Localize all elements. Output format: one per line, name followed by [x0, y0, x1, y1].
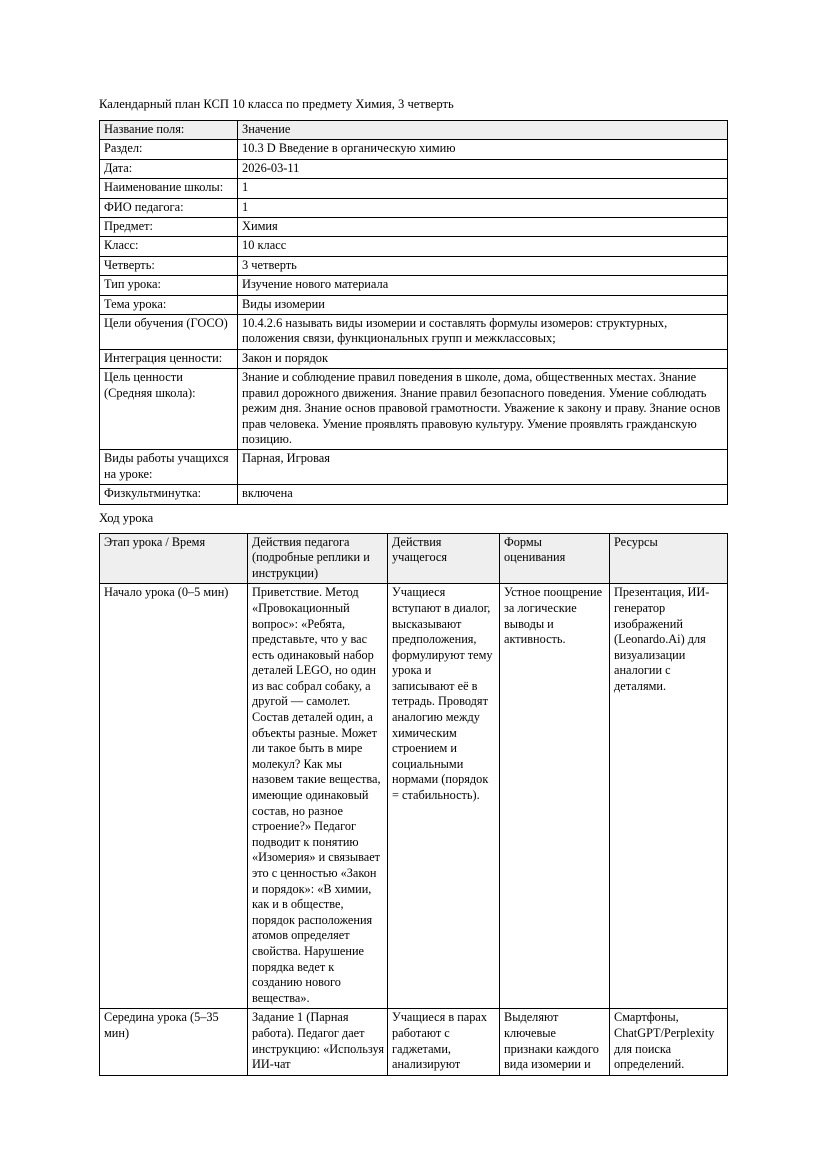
info-field-value: 10.4.2.6 называть виды изомерии и составлять формулы изомеров: структурных, положения связи, функциональных групп и межклассовых; [238, 315, 728, 350]
info-header-field: Название поля: [100, 121, 238, 140]
plan-cell-assessment: Выделяют ключевые признаки каждого вида изомерии и [500, 1009, 610, 1075]
info-field-value: Закон и порядок [238, 349, 728, 368]
plan-cell-stage: Начало урока (0–5 мин) [100, 584, 248, 1009]
info-field-label: Интеграция ценности: [100, 349, 238, 368]
table-row [100, 485, 728, 504]
info-field-label: Цели обучения (ГОСО) [100, 315, 238, 350]
table-row [100, 198, 728, 217]
info-field-label: Предмет: [100, 218, 238, 237]
plan-cell-resources: Смартфоны, ChatGPT/Perplexity для поиска определений. [610, 1009, 728, 1075]
table-row [100, 140, 728, 159]
info-field-label: ФИО педагога: [100, 198, 238, 217]
table-row [100, 218, 728, 237]
info-field-value: 2026-03-11 [238, 159, 728, 178]
table-row [100, 179, 728, 198]
info-table-header-row [100, 121, 728, 140]
plan-header-teacher: Действия педагога (подробные реплики и инструкции) [248, 533, 388, 584]
plan-header-assessment: Формы оценивания [500, 533, 610, 584]
table-row [100, 237, 728, 256]
info-field-value: Знание и соблюдение правил поведения в школе, дома, общественных местах. Знание правил дорожного движения. Знание правил безопасного поведения. Умение соблюдать режим дня. Знание основ правовой грамотности. Уважение к закону и праву. Знание основ прав человека. Умение проявлять правовую культуру. Умение проявлять гражданскую позицию. [238, 369, 728, 450]
info-field-label: Тема урока: [100, 295, 238, 314]
lesson-plan-table [99, 533, 728, 1076]
info-field-label: Тип урока: [100, 276, 238, 295]
plan-cell-assessment: Устное поощрение за логические выводы и активность. [500, 584, 610, 1009]
plan-cell-resources: Презентация, ИИ-генератор изображений (Leonardo.Ai) для визуализации аналогии с деталями. [610, 584, 728, 1009]
table-row [100, 369, 728, 450]
info-field-label: Физкультминутка: [100, 485, 238, 504]
info-field-value: Парная, Игровая [238, 450, 728, 485]
page-title: Календарный план КСП 10 класса по предмету Химия, 3 четверть [99, 97, 454, 111]
info-field-label: Класс: [100, 237, 238, 256]
info-field-label: Виды работы учащихся на уроке: [100, 450, 238, 485]
table-row [100, 315, 728, 350]
table-row [100, 159, 728, 178]
plan-cell-teacher: Задание 1 (Парная работа). Педагог дает инструкцию: «Используя ИИ-чат [248, 1009, 388, 1075]
info-field-value: 1 [238, 179, 728, 198]
lesson-info-table [99, 120, 728, 505]
plan-cell-stage: Середина урока (5–35 мин) [100, 1009, 248, 1075]
info-field-value: 3 четверть [238, 256, 728, 275]
plan-cell-student: Учащиеся в парах работают с гаджетами, анализируют [388, 1009, 500, 1075]
table-row [100, 295, 728, 314]
table-row [100, 349, 728, 368]
lesson-flow-label: Ход урока [99, 510, 154, 525]
table-row [100, 584, 728, 1009]
plan-header-stage: Этап урока / Время [100, 533, 248, 584]
info-field-label: Дата: [100, 159, 238, 178]
table-row [100, 450, 728, 485]
table-row [100, 1009, 728, 1075]
table-row [100, 256, 728, 275]
info-field-value: 1 [238, 198, 728, 217]
info-field-value: включена [238, 485, 728, 504]
lesson-plan-clip [99, 533, 728, 1101]
info-field-value: Химия [238, 218, 728, 237]
info-field-label: Наименование школы: [100, 179, 238, 198]
plan-header-resources: Ресурсы [610, 533, 728, 584]
plan-table-header-row [100, 533, 728, 584]
info-field-label: Четверть: [100, 256, 238, 275]
table-row [100, 276, 728, 295]
info-field-value: 10.3 D Введение в органическую химию [238, 140, 728, 159]
info-field-value: 10 класс [238, 237, 728, 256]
plan-cell-student: Учащиеся вступают в диалог, высказывают предположения, формулируют тему урока и записывают её в тетрадь. Проводят аналогию между химическим строением и социальными нормами (порядок = стабильность). [388, 584, 500, 1009]
plan-cell-teacher: Приветствие. Метод «Провокационный вопрос»: «Ребята, представьте, что у вас есть одинаковый набор деталей LEGO, но один из вас собрал собаку, а другой — самолет. Состав деталей один, а объекты разные. Может ли такое быть в мире молекул? Как мы назовем такие вещества, имеющие одинаковый состав, но разное строение?» Педагог подводит к понятию «Изомерия» и связывает это с ценностью «Закон и порядок»: «В химии, как и в обществе, порядок расположения атомов определяет свойства. Нарушение порядка ведет к созданию нового вещества». [248, 584, 388, 1009]
info-field-value: Изучение нового материала [238, 276, 728, 295]
info-field-label: Цель ценности (Средняя школа): [100, 369, 238, 450]
plan-header-student: Действия учащегося [388, 533, 500, 584]
info-field-value: Виды изомерии [238, 295, 728, 314]
info-field-label: Раздел: [100, 140, 238, 159]
info-header-value: Значение [238, 121, 728, 140]
